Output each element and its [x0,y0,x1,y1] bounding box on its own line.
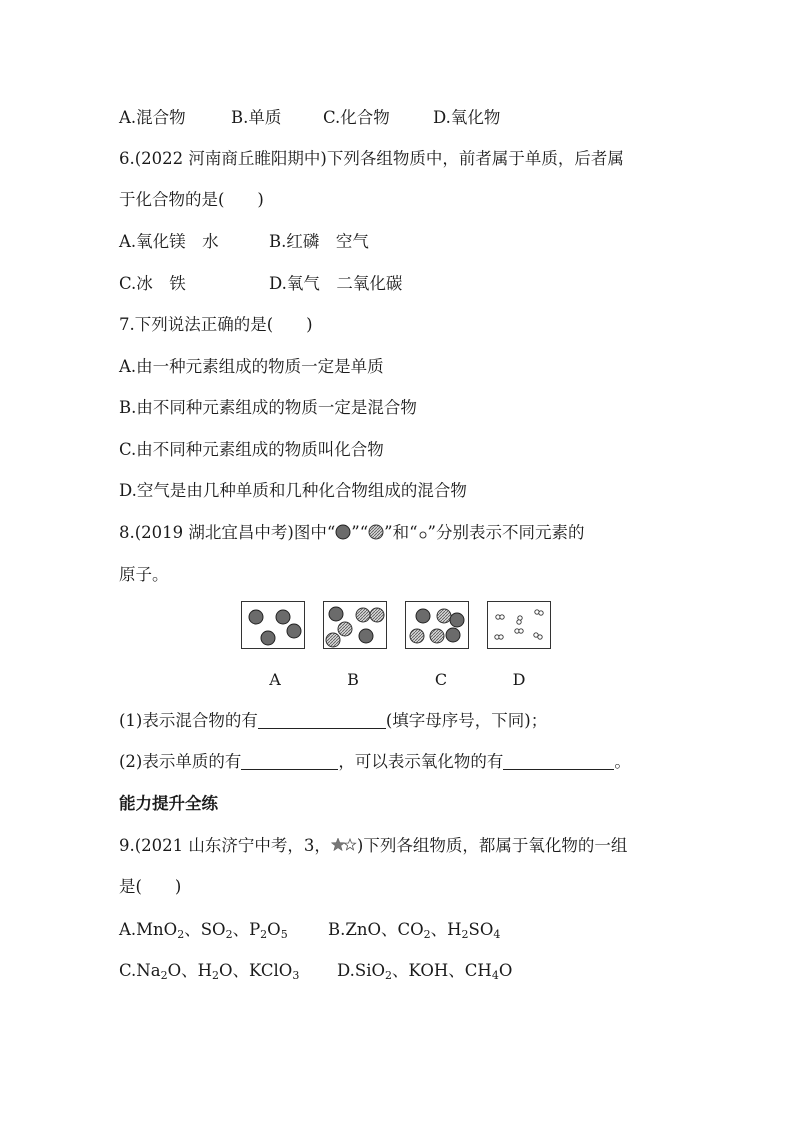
q9-options-row2 [119,960,512,982]
q6-stem-line2: 于化合物的是( ) [119,190,264,209]
hatched-atom-icon [368,524,384,540]
q9-stem-line2: 是( ) [119,877,182,896]
diagram-label-d: D [512,670,526,689]
q5-option-c: C.化合物 [323,108,390,127]
q7-option-d: D.空气是由几种单质和几种化合物组成的混合物 [119,481,467,500]
q6-options-row1 [119,231,369,253]
answer-blank-1[interactable] [258,712,386,729]
q6-option-d: D.氧气 二氧化碳 [269,274,403,293]
q5-option-d: D.氧化物 [433,108,501,127]
q6-option-c: C.冰 铁 [119,274,186,293]
q9-options-row1 [119,919,500,941]
difficulty-stars-icon [331,837,357,853]
q9-option-c: $C.Na_2O$、$H_2O$、KClO$_3$ [119,961,300,982]
q9-option-a: A.MnO$_2$、$SO_2$、$P_2O_5$ [119,920,288,941]
dark-atom-icon [335,524,351,540]
q8-stem-line1: 8.(2019 湖北宜昌中考)图中“ ”“ ”和“ ”分别表示不同元素的 [119,523,585,542]
q7-stem: 7.下列说法正确的是( ) [119,315,313,334]
q7-option-b: B.由不同种元素组成的物质一定是混合物 [119,398,417,417]
q5-option-b: B.单质 [231,108,282,127]
answer-blank-2[interactable] [241,753,338,770]
q8-part2: (2)表示单质的有 ，可以表示氧化物的有 。 [119,752,631,771]
q9-stem-line1: 9.(2021 山东济宁中考，3， )下列各组物质，都属于氧化物的一组 [119,836,628,855]
diagram-label-c: C [434,670,448,689]
q8-stem-line2: 原子。 [119,565,169,584]
q6-options-row2 [119,273,402,295]
answer-blank-3[interactable] [503,753,614,770]
diagram-c [405,601,469,649]
diagram-a [241,601,305,649]
q7-option-a: A.由一种元素组成的物质一定是单质 [119,357,384,376]
q5-options [119,107,500,129]
section-title: 能力提升全练 [119,794,218,813]
q7-option-c: C.由不同种元素组成的物质叫化合物 [119,440,384,459]
diagram-label-a: A [269,670,281,689]
diagram-b [323,601,387,649]
q9-option-d: D.SiO$_2$、KOH、$CH_4O$ [337,961,513,982]
q6-option-b: B.红磷 空气 [269,232,369,251]
diagram-d [487,601,551,649]
diagram-label-b: B [347,670,359,689]
q9-option-b: B.ZnO、$CO_2$、$H_2SO_4$ [328,920,501,941]
small-atom-icon [418,524,428,540]
q6-option-a: A.氧化镁 水 [119,232,219,251]
q6-stem-line1: 6.(2022 河南商丘睢阳期中)下列各组物质中，前者属于单质，后者属 [119,149,624,168]
q8-part1: (1)表示混合物的有 (填字母序号，下同)； [119,711,548,730]
q5-option-a: A.混合物 [119,108,186,127]
